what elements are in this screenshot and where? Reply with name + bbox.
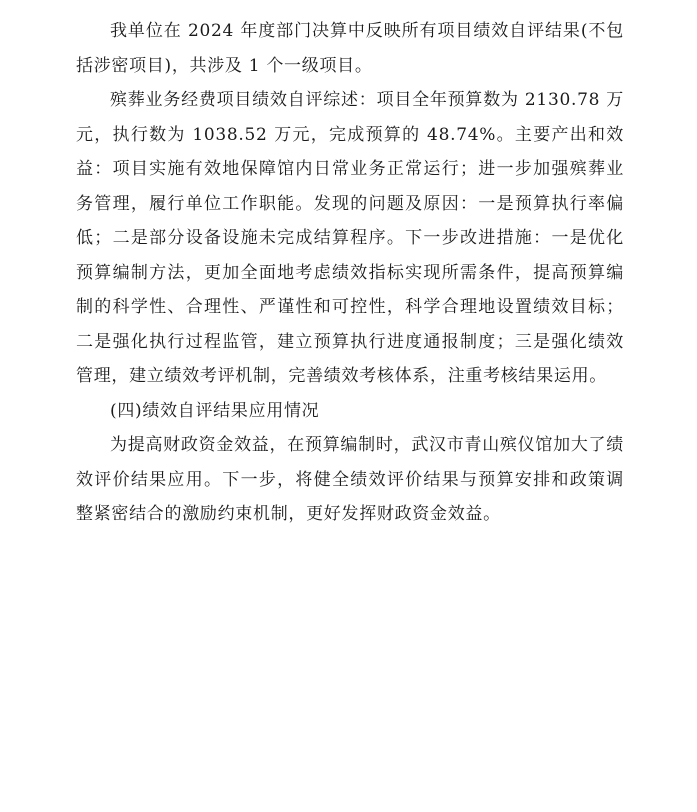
paragraph-results-application: 为提高财政资金效益，在预算编制时，武汉市青山殡仪馆加大了绩效评价结果应用。下一步，将健全绩效评价结果与预算安排和政策调整紧密结合的激励约束机制，更好发挥财政资金效益。	[76, 435, 624, 524]
paragraph-project-summary: 我单位在 2024 年度部门决算中反映所有项目绩效自评结果(不包括涉密项目)，共涉及 1 个一级项目。	[76, 21, 624, 76]
paragraph-funeral-business-review: 殡葬业务经费项目绩效自评综述：项目全年预算数为 2130.78 万元，执行数为 1038.52 万元，完成预算的 48.74%。主要产出和效益：项目实施有效地保障馆内日常业务正常运行；进一步加强殡葬业务管理，履行单位工作职能。发现的问题及原因：一是预算执行率偏低；二是部分设备设施未完成结算程序。下一步改进措施：一是优化预算编制方法，更加全面地考虑绩效指标实现所需条件，提高预算编制的科学性、合理性、严谨性和可控性，科学合理地设置绩效目标；二是强化执行过程监管，建立预算执行进度通报制度；三是强化绩效管理，建立绩效考评机制，完善绩效考核体系，注重考核结果运用。	[76, 90, 624, 386]
document-body	[76, 14, 624, 532]
section-heading: (四)绩效自评结果应用情况	[110, 400, 320, 421]
